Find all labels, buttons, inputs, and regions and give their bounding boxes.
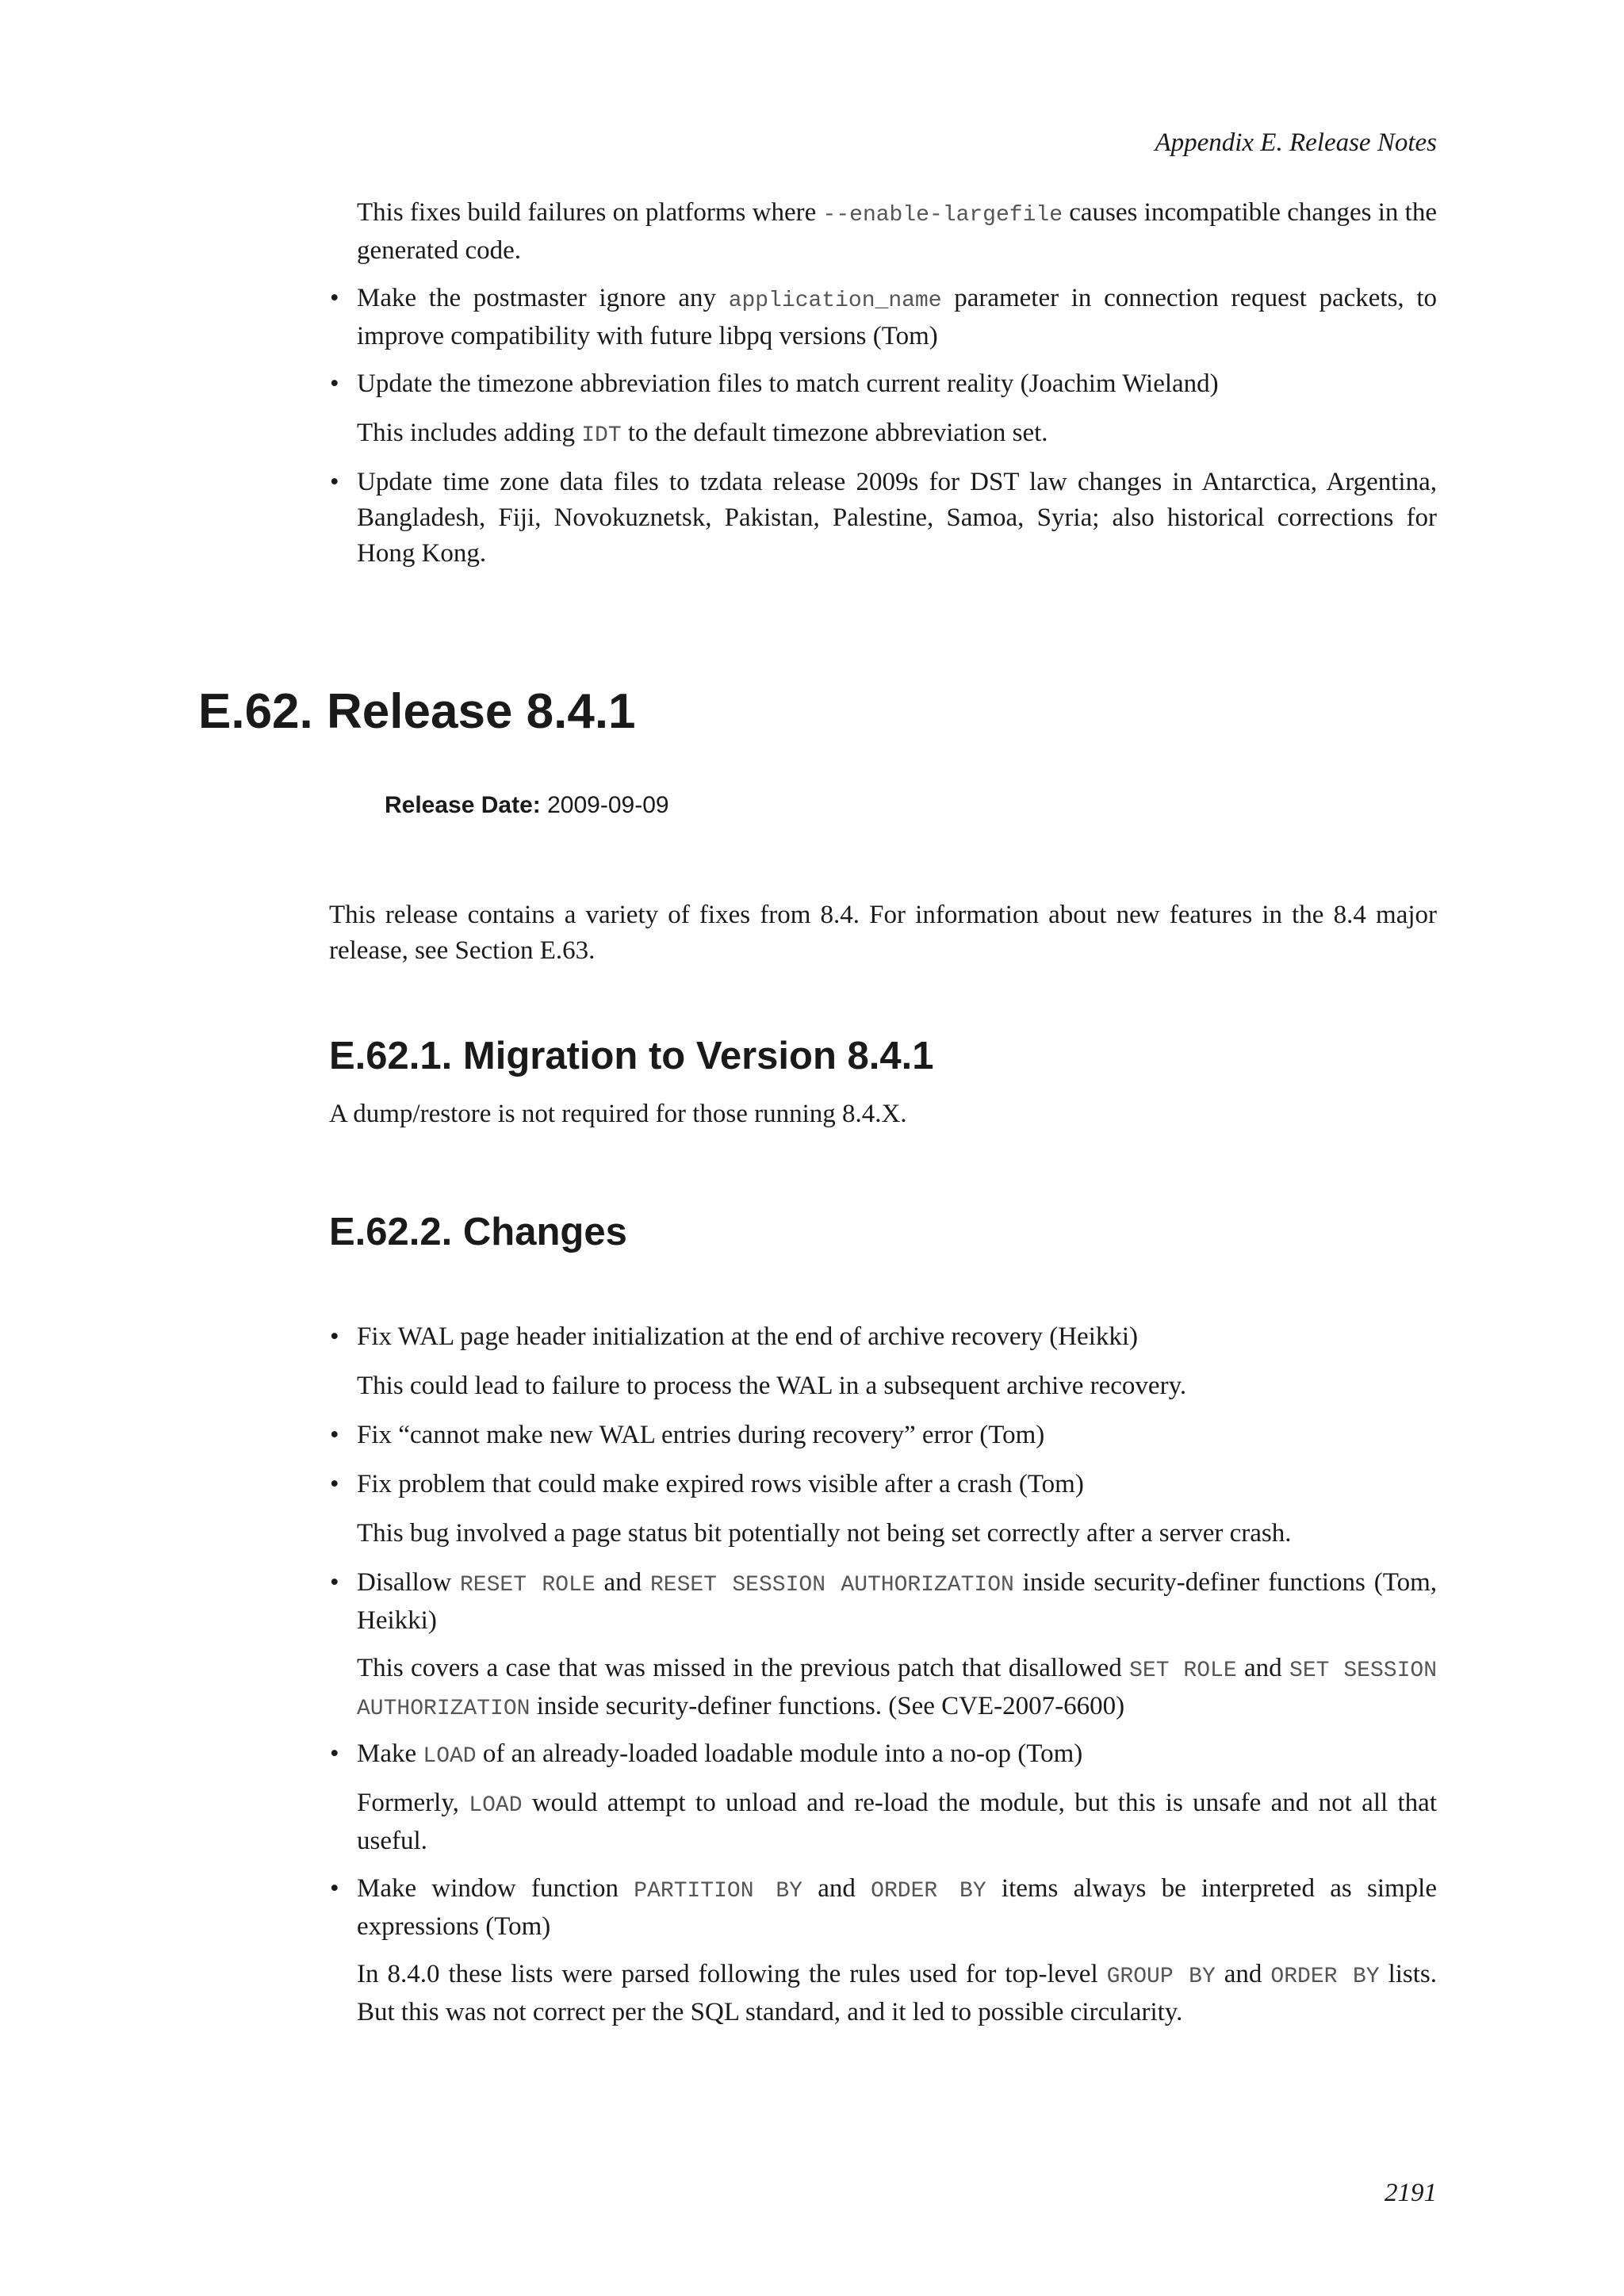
code-idt: IDT <box>581 423 622 448</box>
change-item-load: Make LOAD of an already-loaded loadable module into a no-op (Tom) <box>357 1739 1083 1769</box>
change-item-wal-header: Fix WAL page header initialization at the end of archive recovery (Heikki) <box>357 1322 1139 1351</box>
page-number: 2191 <box>1385 2179 1437 2207</box>
code-group-by: GROUP BY <box>1106 1965 1216 1989</box>
change-item-expired-rows: Fix problem that could make expired rows visible after a crash (Tom) <box>357 1470 1084 1498</box>
code-set-role: SET ROLE <box>1129 1659 1237 1683</box>
release-date-value: 2009-09-09 <box>540 792 669 818</box>
code-enable-largefile: --enable-largefile <box>822 203 1063 228</box>
changes-heading: E.62.2. Changes <box>329 1211 627 1253</box>
change-item-reset-role: Disallow RESET ROLE and RESET SESSION AUTHORIZATION inside security-definer functions (Tom, Heikki) <box>357 1568 1437 1635</box>
bullet-marker: • <box>330 468 339 496</box>
release-date-label: Release Date: <box>385 792 541 818</box>
change-note-expired-rows: This bug involved a page status bit potentially not being set correctly after a server crash. <box>357 1519 1292 1548</box>
bullet-marker: • <box>330 1874 339 1903</box>
migration-heading: E.62.1. Migration to Version 8.4.1 <box>329 1035 934 1077</box>
bullet-marker: • <box>330 369 339 398</box>
release-date <box>385 790 669 821</box>
list-item-tzdata: Update time zone data files to tzdata release 2009s for DST law changes in Antarctica, Argentina, Bangladesh, Fiji, Novokuznetsk, Pakistan, Palestine, Samoa, Syria; also historical corrections for Hong Kong. <box>357 468 1437 568</box>
list-item-application-name: Make the postmaster ignore any application_name parameter in connection request packets, to improve compatibility with future libpq versions (Tom) <box>357 284 1437 350</box>
bullet-marker: • <box>330 1421 339 1449</box>
code-reset-session-authorization: RESET SESSION AUTHORIZATION <box>649 1573 1014 1598</box>
code-partition-by: PARTITION BY <box>634 1879 802 1904</box>
code-load: LOAD <box>423 1744 477 1769</box>
code-order-by: ORDER BY <box>1270 1965 1380 1989</box>
paragraph-largefile: This fixes build failures on platforms where --enable-largefile causes incompatible changes in the generated code. <box>357 198 1437 265</box>
list-item-timezone-abbrev: Update the timezone abbreviation files to match current reality (Joachim Wieland) <box>357 369 1219 398</box>
running-header: Appendix E. Release Notes <box>1155 128 1437 157</box>
code-application-name: application_name <box>728 289 942 313</box>
paragraph-idt: This includes adding IDT to the default timezone abbreviation set. <box>357 419 1048 448</box>
code-order-by: ORDER BY <box>871 1879 986 1904</box>
code-load: LOAD <box>469 1793 523 1818</box>
code-reset-role: RESET ROLE <box>460 1573 596 1598</box>
change-note-wal-header: This could lead to failure to process the WAL in a subsequent archive recovery. <box>357 1372 1187 1400</box>
change-item-window-function: Make window function PARTITION BY and ORDER BY items always be interpreted as simple expressions (Tom) <box>357 1874 1437 1941</box>
section-title: E.62. Release 8.4.1 <box>198 684 636 739</box>
code-set-session-authorization: SET SESSION AUTHORIZATION <box>357 1659 1437 1721</box>
bullet-marker: • <box>330 284 339 312</box>
bullet-marker: • <box>330 1470 339 1498</box>
change-note-load: Formerly, LOAD would attempt to unload and re-load the module, but this is unsafe and not all that useful. <box>357 1789 1437 1855</box>
change-note-window-function: In 8.4.0 these lists were parsed following the rules used for top-level GROUP BY and ORDER BY lists. But this was not correct per the SQL standard, and it led to possible circularity. <box>357 1960 1438 2026</box>
bullet-marker: • <box>330 1322 339 1351</box>
migration-text: A dump/restore is not required for those running 8.4.X. <box>329 1100 907 1128</box>
change-note-reset-role: This covers a case that was missed in the previous patch that disallowed SET ROLE and SET SESSION AUTHORIZATION inside security-definer functions. (See CVE-2007-6600) <box>357 1654 1437 1721</box>
bullet-marker: • <box>330 1568 339 1597</box>
change-item-wal-entries: Fix “cannot make new WAL entries during recovery” error (Tom) <box>357 1421 1045 1449</box>
section-intro: This release contains a variety of fixes from 8.4. For information about new features in the 8.4 major release, see Section E.63. <box>329 901 1437 965</box>
bullet-marker: • <box>330 1739 339 1768</box>
